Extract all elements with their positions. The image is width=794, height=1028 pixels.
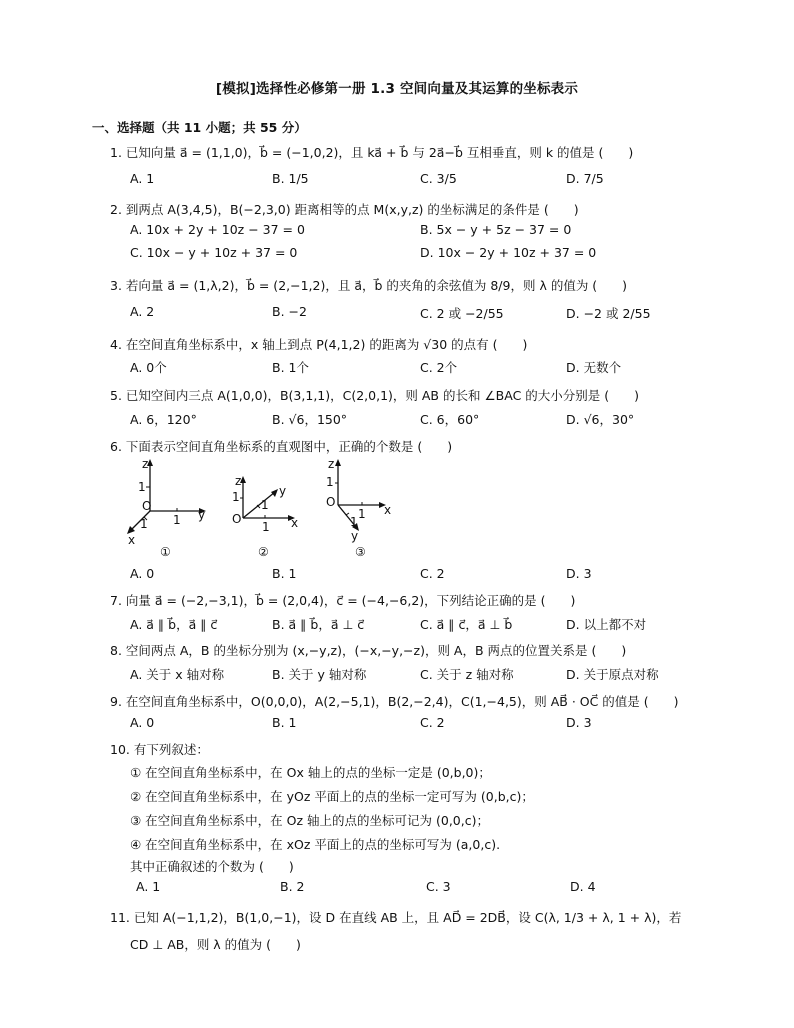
- question-7-option-b[interactable]: B. a⃗ ∥ b⃗，a⃗ ⊥ c⃗: [272, 617, 365, 632]
- question-5-option-c[interactable]: C. 6，60°: [420, 412, 480, 427]
- question-3-option-d[interactable]: D. −2 或 2/55: [566, 306, 651, 321]
- figure-3-label: ③: [355, 545, 366, 559]
- question-2-option-a[interactable]: A. 10x + 2y + 10z − 37 = 0: [130, 222, 305, 237]
- x-axis-label: x: [128, 533, 136, 547]
- figure-2-label: ②: [258, 545, 269, 559]
- origin-label: O: [142, 499, 152, 513]
- figure-1-label: ①: [160, 545, 171, 559]
- unit-label: 1: [138, 480, 146, 494]
- z-axis-label: z: [142, 457, 149, 471]
- z-axis-label: z: [328, 457, 335, 471]
- question-8-option-c[interactable]: C. 关于 z 轴对称: [420, 667, 514, 682]
- question-5-option-d[interactable]: D. √6，30°: [566, 412, 635, 427]
- section-heading: 一、选择题（共 11 小题；共 55 分）: [92, 120, 307, 135]
- question-1-option-b[interactable]: B. 1/5: [272, 171, 309, 186]
- question-9-option-b[interactable]: B. 1: [272, 715, 297, 730]
- unit-label: 1: [358, 507, 366, 521]
- question-10-statement-2: ② 在空间直角坐标系中，在 yOz 平面上的点的坐标一定可写为 (0,b,c)；: [130, 789, 534, 804]
- unit-label: 1: [140, 517, 148, 531]
- question-10-option-c[interactable]: C. 3: [426, 879, 451, 894]
- axes-figure-1: [120, 455, 220, 550]
- question-6-option-a[interactable]: A. 0: [130, 566, 155, 581]
- question-7-option-d[interactable]: D. 以上都不对: [566, 617, 647, 632]
- question-10-tail: 其中正确叙述的个数为 ( ): [130, 859, 294, 874]
- question-11-stem-continued: CD ⊥ AB，则 λ 的值为 ( ): [130, 937, 301, 952]
- question-4-option-b[interactable]: B. 1个: [272, 360, 309, 375]
- question-4-option-c[interactable]: C. 2个: [420, 360, 458, 375]
- axes-figure-2: [225, 470, 315, 540]
- question-10-stem: 10. 有下列叙述：: [110, 742, 209, 757]
- y-axis-label: y: [198, 508, 206, 522]
- question-1-stem: 1. 已知向量 a⃗ = (1,1,0)，b⃗ = (−1,0,2)，且 ka⃗ + b⃗ 与 2a⃗−b⃗ 互相垂直，则 k 的值是 ( ): [110, 145, 634, 160]
- question-1-option-d[interactable]: D. 7/5: [566, 171, 604, 186]
- question-8-option-b[interactable]: B. 关于 y 轴对称: [272, 667, 367, 682]
- question-6-option-d[interactable]: D. 3: [566, 566, 592, 581]
- unit-label: 1: [350, 515, 358, 529]
- question-8-option-d[interactable]: D. 关于原点对称: [566, 667, 659, 682]
- question-3-option-b[interactable]: B. −2: [272, 304, 307, 319]
- unit-label: 1: [261, 498, 269, 512]
- question-1-option-c[interactable]: C. 3/5: [420, 171, 457, 186]
- question-4-option-a[interactable]: A. 0个: [130, 360, 167, 375]
- axes-figure-3: [318, 455, 398, 545]
- question-4-option-d[interactable]: D. 无数个: [566, 360, 622, 375]
- unit-label: 1: [262, 520, 270, 534]
- y-axis-label: y: [351, 529, 359, 543]
- z-axis-label: z: [235, 474, 242, 488]
- x-axis-label: x: [384, 503, 392, 517]
- question-7-stem: 7. 向量 a⃗ = (−2,−3,1)，b⃗ = (2,0,4)，c⃗ = (−4,−6,2)，下列结论正确的是 ( ): [110, 593, 576, 608]
- unit-label: 1: [326, 475, 334, 489]
- unit-label: 1: [173, 513, 181, 527]
- question-9-stem: 9. 在空间直角坐标系中，O(0,0,0)，A(2,−5,1)，B(2,−2,4)，C(1,−4,5)，则 AB⃗ · OC⃗ 的值是 ( ): [110, 694, 679, 709]
- y-axis-label: y: [279, 484, 287, 498]
- question-2-option-d[interactable]: D. 10x − 2y + 10z + 37 = 0: [420, 245, 597, 260]
- question-9-option-a[interactable]: A. 0: [130, 715, 155, 730]
- question-3-stem: 3. 若向量 a⃗ = (1,λ,2)，b⃗ = (2,−1,2)，且 a⃗，b⃗ 的夹角的余弦值为 8/9，则 λ 的值为 ( ): [110, 278, 628, 293]
- question-11-stem: 11. 已知 A(−1,1,2)，B(1,0,−1)，设 D 在直线 AB 上，且 AD⃗ = 2DB⃗，设 C(λ, 1/3 + λ, 1 + λ)，若: [110, 910, 682, 925]
- origin-label: O: [232, 512, 242, 526]
- question-8-option-a[interactable]: A. 关于 x 轴对称: [130, 667, 225, 682]
- x-axis-label: x: [291, 516, 299, 530]
- question-6-option-b[interactable]: B. 1: [272, 566, 297, 581]
- question-8-stem: 8. 空间两点 A，B 的坐标分别为 (x,−y,z)，(−x,−y,−z)，则 A，B 两点的位置关系是 ( ): [110, 643, 627, 658]
- unit-label: 1: [232, 490, 240, 504]
- question-4-stem: 4. 在空间直角坐标系中，x 轴上到点 P(4,1,2) 的距离为 √30 的点有 ( ): [110, 337, 528, 352]
- question-10-statement-3: ③ 在空间直角坐标系中，在 Oz 轴上的点的坐标可记为 (0,0,c)；: [130, 813, 489, 828]
- question-9-option-d[interactable]: D. 3: [566, 715, 592, 730]
- question-3-option-a[interactable]: A. 2: [130, 304, 155, 319]
- question-10-option-b[interactable]: B. 2: [280, 879, 305, 894]
- page-title: [模拟]选择性必修第一册 1.3 空间向量及其运算的坐标表示: [215, 81, 579, 97]
- question-9-option-c[interactable]: C. 2: [420, 715, 445, 730]
- question-10-option-d[interactable]: D. 4: [570, 879, 596, 894]
- question-5-option-a[interactable]: A. 6，120°: [130, 412, 197, 427]
- question-2-option-b[interactable]: B. 5x − y + 5z − 37 = 0: [420, 222, 572, 237]
- question-6-option-c[interactable]: C. 2: [420, 566, 445, 581]
- question-7-option-a[interactable]: A. a⃗ ∥ b⃗，a⃗ ∥ c⃗: [130, 617, 218, 632]
- question-2-stem: 2. 到两点 A(3,4,5)，B(−2,3,0) 距离相等的点 M(x,y,z) 的坐标满足的条件是 ( ): [110, 202, 579, 217]
- question-7-option-c[interactable]: C. a⃗ ∥ c⃗，a⃗ ⊥ b⃗: [420, 617, 513, 632]
- origin-label: O: [326, 495, 336, 509]
- question-5-stem: 5. 已知空间内三点 A(1,0,0)，B(3,1,1)，C(2,0,1)，则 AB 的长和 ∠BAC 的大小分别是 ( ): [110, 388, 639, 403]
- question-10-option-a[interactable]: A. 1: [136, 879, 161, 894]
- question-10-statement-4: ④ 在空间直角坐标系中，在 xOz 平面上的点的坐标可写为 (a,0,c).: [130, 837, 501, 852]
- question-10-statement-1: ① 在空间直角坐标系中，在 Ox 轴上的点的坐标一定是 (0,b,0)；: [130, 765, 491, 780]
- question-3-option-c[interactable]: C. 2 或 −2/55: [420, 306, 504, 321]
- question-5-option-b[interactable]: B. √6，150°: [272, 412, 348, 427]
- question-1-option-a[interactable]: A. 1: [130, 171, 155, 186]
- question-6-stem: 6. 下面表示空间直角坐标系的直观图中，正确的个数是 ( ): [110, 439, 453, 454]
- question-2-option-c[interactable]: C. 10x − y + 10z + 37 = 0: [130, 245, 298, 260]
